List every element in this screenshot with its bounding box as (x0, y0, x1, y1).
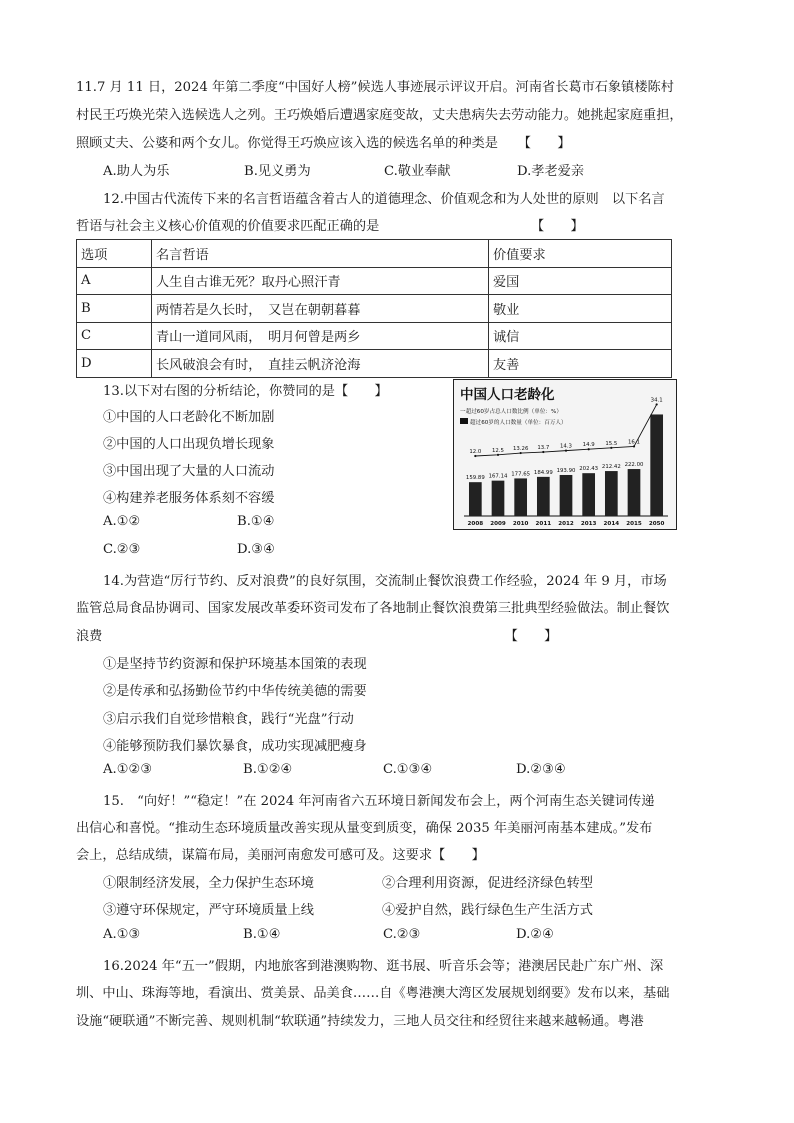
chart-bar-value-label: 202.43 (579, 466, 599, 473)
q16-line-3: 设施“硬联通”不断完善、规则机制“软联通”持续发力，三地人员交往和经贸往来越来越畅通。粤港 (76, 1014, 644, 1029)
chart-x-tick-label: 2009 (490, 521, 506, 527)
chart-x-tick-label: 2008 (467, 521, 484, 527)
q15-line-3: 会上，总结成绩，谋篇布局，美丽河南愈发可感可及。这要求【 】 (76, 848, 485, 863)
q15-item-2: ②合理利用资源，促进经济绿色转型 (382, 876, 593, 891)
chart-percent-label: 13.26 (512, 446, 529, 453)
chart-legend-count: 超过60岁的人口数量（单位：百万人） (470, 420, 567, 426)
q11-line-2: 村民王巧焕光荣入选候选人之列。王巧焕婚后遭遇家庭变故，丈夫患病失去劳动能力。她挑起家庭重担， (76, 108, 683, 123)
chart-bar-value-label: 159.89 (465, 475, 485, 482)
q14-option-d[interactable]: D.②③④ (516, 762, 566, 777)
q14-option-c[interactable]: C.①③④ (383, 762, 433, 777)
aging-chart (453, 379, 677, 530)
q14-line-3: 浪费 【 】 (76, 629, 558, 644)
q15-item-4: ④爱护自然，践行绿色生产生活方式 (382, 903, 593, 918)
table-cell-value: 诚信 (489, 322, 672, 350)
q11-option-b[interactable]: B.见义勇为 (244, 164, 311, 179)
q15-option-b[interactable]: B.①④ (243, 927, 281, 942)
chart-bar (537, 477, 550, 516)
chart-percent-point (520, 452, 522, 454)
q13-item-2: ②中国的人口出现负增长现象 (103, 437, 275, 452)
q13-option-d[interactable]: D.③④ (237, 542, 275, 557)
q12-table (76, 239, 672, 378)
q14-item-3: ③启示我们自觉珍惜粮食，践行“光盘”行动 (103, 712, 354, 727)
q14-item-1: ①是坚持节约资源和保护环境基本国策的表现 (103, 657, 367, 672)
table-cell-value: 爱国 (489, 267, 672, 295)
chart-percent-label: 15.5 (605, 440, 618, 447)
q13-options-row-1 (103, 514, 275, 529)
chart-bar (582, 473, 595, 516)
q14-item-4: ④能够预防我们暴饮暴食，成功实现减肥瘦身 (103, 739, 367, 754)
table-cell-quote: 长风破浪会有时， 直挂云帆济沧海 (152, 350, 489, 378)
q11-option-d[interactable]: D.孝老爱亲 (517, 164, 585, 179)
table-cell-option: B (77, 295, 152, 323)
chart-percent-point (610, 447, 612, 449)
q12-line-2: 哲语与社会主义核心价值观的价值要求匹配正确的是 【 】 (76, 219, 584, 234)
q12-line-1: 12.中国古代流传下来的名言哲语蕴含着古人的道德理念、价值观念和为人处世的原则 以下名言 (103, 192, 665, 207)
q16-line-1: 16.2024 年“五一”假期，内地旅客到港澳购物、逛书展、听音乐会等；港澳居民赴广东广州、深 (103, 959, 664, 974)
q13-option-b[interactable]: B.①④ (237, 514, 275, 529)
chart-bar-value-label: 184.99 (533, 469, 553, 476)
q14-line-2: 监管总局食品协调司、国家发展改革委环资司发布了各地制止餐饮浪费第三批典型经验做法。制止餐饮 (76, 601, 670, 616)
q13-option-c[interactable]: C.②③ (103, 542, 141, 557)
q14-options (103, 762, 566, 777)
table-cell-option: C (77, 322, 152, 350)
q15-option-c[interactable]: C.②③ (383, 927, 421, 942)
q13-item-4: ④构建养老服务体系刻不容缓 (103, 491, 275, 506)
chart-x-tick-label: 2014 (603, 521, 620, 527)
table-row (77, 267, 672, 295)
chart-percent-label: 14.3 (559, 443, 573, 450)
q14-option-b[interactable]: B.①②④ (243, 762, 293, 777)
chart-legend-swatch (460, 418, 468, 424)
chart-bar (628, 469, 641, 516)
table-cell-option: A (77, 267, 152, 295)
chart-x-tick-label: 2015 (626, 521, 642, 527)
table-header-cell: 名言哲语 (152, 240, 489, 268)
q13-option-a[interactable]: A.①② (103, 514, 141, 529)
table-cell-quote: 两情若是久长时， 又岂在朝朝暮暮 (152, 295, 489, 323)
chart-bar (492, 481, 505, 516)
q15-items-row-2 (103, 899, 593, 918)
q11-option-a[interactable]: A.助人为乐 (103, 164, 170, 179)
chart-percent-point (542, 451, 544, 453)
table-row (77, 295, 672, 323)
q15-option-d[interactable]: D.②④ (516, 927, 554, 942)
chart-percent-point (633, 445, 635, 447)
table-header-cell: 选项 (77, 240, 152, 268)
q16-line-2: 圳、中山、珠海等地，看演出、赏美景、品美食……自《粤港澳大湾区发展规划纲要》发布以来，基础 (76, 986, 670, 1001)
q14-line-1: 14.为营造“厉行节约、反对浪费”的良好氛围，交流制止餐饮浪费工作经验，2024 年 9 月，市场 (103, 574, 667, 589)
chart-percent-label: 34.1 (650, 397, 663, 404)
chart-percent-label: 14.9 (582, 442, 595, 449)
chart-percent-point (474, 455, 476, 457)
q11-options (103, 160, 584, 179)
table-cell-option: D (77, 350, 152, 378)
q15-option-a[interactable]: A.①③ (103, 927, 141, 942)
chart-x-tick-label: 2013 (580, 521, 597, 527)
table-row (77, 322, 672, 350)
q15-line-2: 出信心和喜悦。“推动生态环境质量改善实现从量变到质变，确保 2035 年美丽河南基本建成。”发布 (76, 821, 653, 836)
chart-x-tick-label: 2010 (512, 521, 529, 527)
chart-percent-label: 16.1 (627, 439, 641, 446)
q13-item-3: ③中国出现了大量的人口流动 (103, 464, 275, 479)
q15-options (103, 927, 554, 942)
chart-bar-value-label: 167.14 (488, 473, 508, 480)
table-header-cell: 价值要求 (489, 240, 672, 268)
chart-percent-point (497, 454, 499, 456)
chart-title: 中国人口老龄化 (460, 387, 555, 403)
chart-x-tick-label: 2050 (648, 521, 665, 527)
chart-percent-label: 13.7 (537, 445, 550, 452)
chart-bar (514, 478, 527, 516)
chart-bar (605, 471, 618, 516)
chart-bar (560, 475, 573, 516)
aging-chart-svg (454, 380, 676, 529)
table-cell-quote: 青山一道同风雨， 明月何曾是两乡 (152, 322, 489, 350)
q13-options-row-2 (103, 542, 275, 557)
q11-option-c[interactable]: C.敬业奉献 (384, 164, 451, 179)
chart-bar-value-label: 222.00 (624, 462, 644, 469)
q15-items-row-1 (103, 872, 593, 891)
table-cell-value: 友善 (489, 350, 672, 378)
table-cell-quote: 人生自古谁无死？取丹心照汗青 (152, 267, 489, 295)
q14-item-2: ②是传承和弘扬勤俭节约中华传统美德的需要 (103, 684, 367, 699)
q13-stem: 13.以下对右图的分析结论，你赞同的是【 】 (103, 384, 388, 399)
q15-line-1: 15. “向好！”“稳定！”在 2024 年河南省六五环境日新闻发布会上，两个河南生态关键词传递 (103, 794, 655, 809)
chart-bar (469, 482, 482, 516)
q14-option-a[interactable]: A.①②③ (103, 762, 153, 777)
table-cell-value: 敬业 (489, 295, 672, 323)
q11-line-1: 11.7 月 11 日，2024 年第二季度“中国好人榜”候选人事迹展示评议开启。河南省长葛市石象镇楼陈村 (76, 80, 674, 95)
chart-x-tick-label: 2012 (558, 521, 574, 527)
q15-item-3: ③遵守环保规定，严守环境质量上线 (103, 903, 314, 918)
chart-bar-value-label: 212.42 (601, 464, 621, 471)
chart-percent-label: 12.0 (469, 449, 482, 455)
chart-bar-value-label: 193.90 (556, 467, 576, 474)
chart-percent-label: 12.5 (491, 447, 505, 454)
chart-percent-point (656, 403, 658, 405)
table-row (77, 350, 672, 378)
chart-legend-percent: 一超过60岁占总人口数比例（单位：%） (460, 409, 562, 415)
q15-item-1: ①限制经济发展，全力保护生态环境 (103, 876, 314, 891)
chart-percent-point (588, 448, 590, 450)
chart-percent-point (565, 450, 567, 452)
chart-bar (650, 414, 663, 516)
chart-x-tick-label: 2011 (535, 521, 552, 527)
q11-line-3: 照顾丈夫、公婆和两个女儿。你觉得王巧焕应该入选的候选名单的种类是 【 】 (76, 136, 571, 151)
table-header-row (77, 240, 672, 268)
q13-item-1: ①中国的人口老龄化不断加剧 (103, 410, 275, 425)
chart-bar-value-label: 177.65 (511, 471, 531, 478)
